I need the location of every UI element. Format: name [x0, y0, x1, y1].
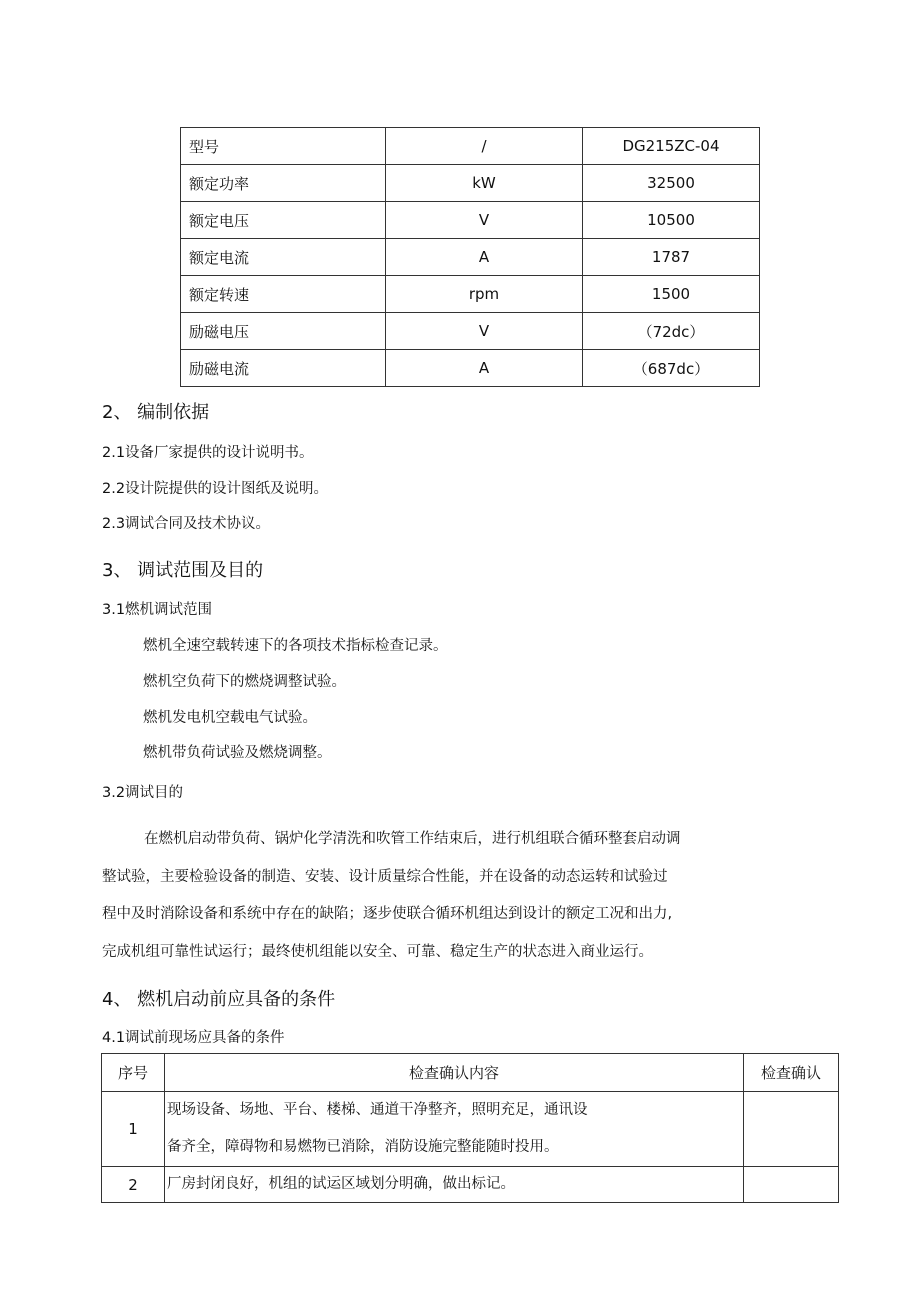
paragraph-line: 程中及时消除设备和系统中存在的缺陷；逐步使联合循环机组达到设计的额定工况和出力, [102, 906, 673, 922]
content-line: 厂房封闭良好，机组的试运区域划分明确，做出标记。 [167, 1176, 515, 1192]
value-cell: （72dc） [583, 313, 760, 350]
param-cell: 额定电压 [181, 202, 386, 239]
param-cell: 励磁电流 [181, 350, 386, 387]
section-4-heading: 4、 燃机启动前应具备的条件 [102, 989, 336, 1010]
paragraph-line: 整试验，主要检验设备的制造、安装、设计质量综合性能，并在设备的动态运转和试验过 [102, 868, 668, 885]
param-cell: 励磁电压 [181, 313, 386, 350]
unit-cell: V [386, 313, 583, 350]
row-number: 2 [102, 1167, 165, 1203]
table-header-row [102, 1054, 839, 1092]
section-2-heading: 2、 编制依据 [102, 402, 210, 423]
table-row [181, 202, 760, 239]
row-confirm-cell [744, 1092, 839, 1167]
paragraph-line: 完成机组可靠性试运行；最终使机组能以安全、可靠、稳定生产的状态进入商业运行。 [102, 943, 653, 960]
header-content: 检查确认内容 [165, 1054, 744, 1092]
header-no: 序号 [102, 1054, 165, 1092]
scope-item: 燃机发电机空载电气试验。 [143, 710, 317, 726]
scope-item: 燃机空负荷下的燃烧调整试验。 [143, 674, 346, 690]
generator-spec-table [180, 127, 760, 387]
table-row [181, 350, 760, 387]
row-content [165, 1092, 744, 1167]
content-line: 现场设备、场地、平台、楼梯、通道干净整齐，照明充足，通讯设 [167, 1102, 588, 1118]
scope-item: 燃机带负荷试验及燃烧调整。 [143, 745, 332, 761]
row-number: 1 [102, 1092, 165, 1167]
subsection-3-1-heading: 3.1燃机调试范围 [102, 602, 213, 618]
table-row [102, 1167, 839, 1203]
value-cell: 1787 [583, 239, 760, 276]
section-2-item: 2.1设备厂家提供的设计说明书。 [102, 445, 314, 461]
param-cell: 额定转速 [181, 276, 386, 313]
param-cell: 型号 [181, 128, 386, 165]
unit-cell: rpm [386, 276, 583, 313]
row-content [165, 1167, 744, 1203]
unit-cell: / [386, 128, 583, 165]
content-line: 备齐全，障碍物和易燃物已消除，消防设施完整能随时投用。 [167, 1139, 559, 1155]
scope-item: 燃机全速空载转速下的各项技术指标检查记录。 [143, 638, 448, 654]
unit-cell: V [386, 202, 583, 239]
section-2-item: 2.2设计院提供的设计图纸及说明。 [102, 481, 329, 497]
header-confirm: 检查确认 [744, 1054, 839, 1092]
subsection-3-2-heading: 3.2调试目的 [102, 785, 184, 801]
unit-cell: A [386, 350, 583, 387]
value-cell: DG215ZC-04 [583, 128, 760, 165]
table-row [181, 313, 760, 350]
section-2-item: 2.3调试合同及技术协议。 [102, 516, 271, 532]
value-cell: 32500 [583, 165, 760, 202]
unit-cell: A [386, 239, 583, 276]
table-row [181, 165, 760, 202]
unit-cell: kW [386, 165, 583, 202]
paragraph-line: 在燃机启动带负荷、锅炉化学清洗和吹管工作结束后，进行机组联合循环整套启动调 [144, 831, 681, 847]
section-3-heading: 3、 调试范围及目的 [102, 560, 264, 581]
subsection-4-1-heading: 4.1调试前现场应具备的条件 [102, 1030, 285, 1046]
purpose-paragraph [102, 821, 757, 971]
table-row [181, 128, 760, 165]
row-confirm-cell [744, 1167, 839, 1203]
value-cell: 1500 [583, 276, 760, 313]
table-row [181, 276, 760, 313]
value-cell: （687dc） [583, 350, 760, 387]
precondition-checklist-table [101, 1053, 839, 1203]
value-cell: 10500 [583, 202, 760, 239]
param-cell: 额定电流 [181, 239, 386, 276]
table-row [102, 1092, 839, 1167]
table-row [181, 239, 760, 276]
param-cell: 额定功率 [181, 165, 386, 202]
